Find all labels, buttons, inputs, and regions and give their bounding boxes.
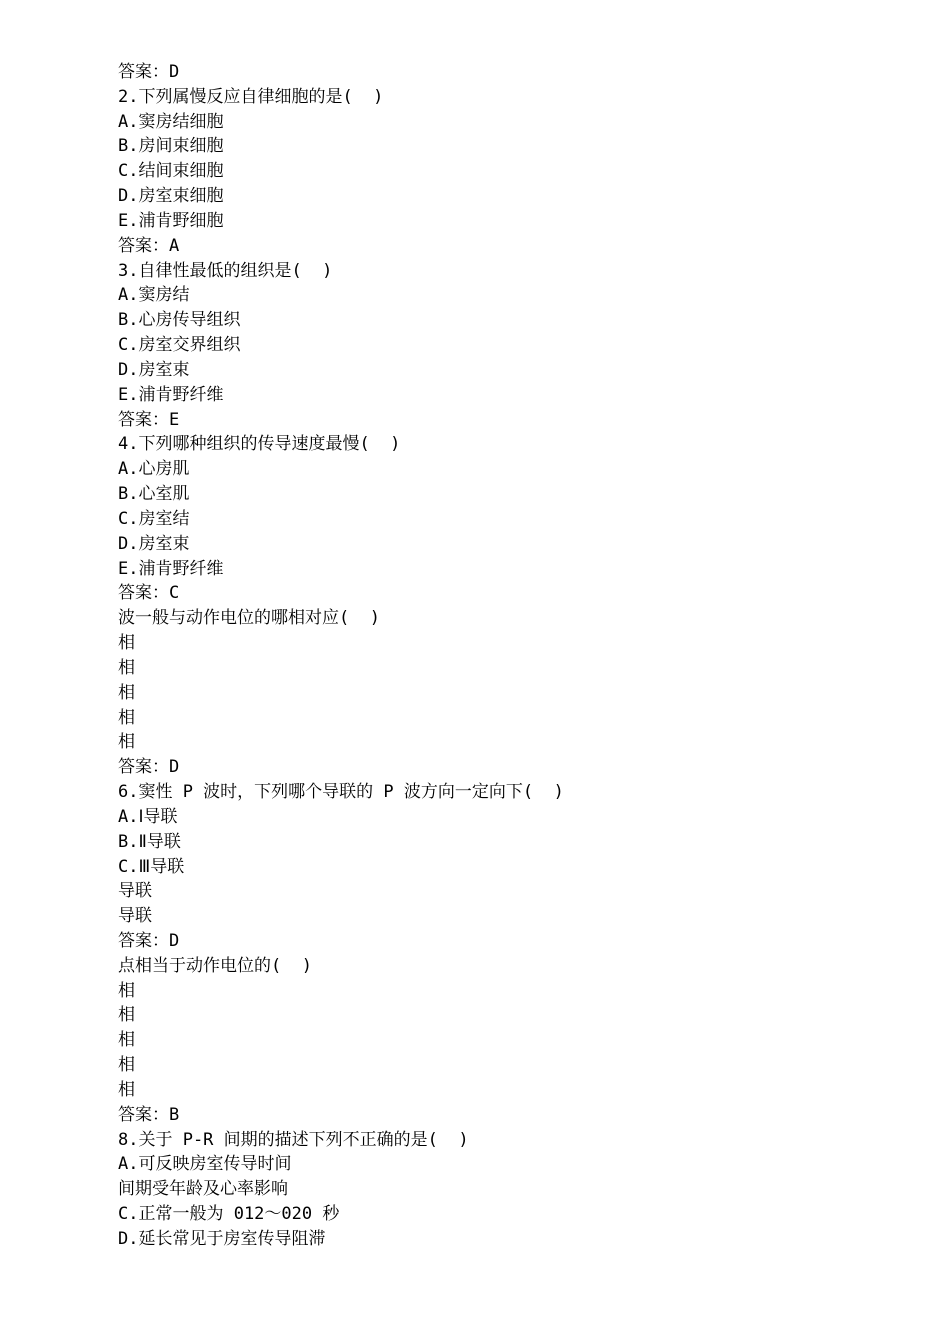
text-line: 相 — [118, 1055, 135, 1076]
text-line: D.房室束 — [118, 359, 190, 380]
text-line: C.房室交界组织 — [118, 335, 241, 356]
text-line: 答案：D — [118, 930, 180, 951]
text-line: B.房间束细胞 — [118, 136, 224, 157]
text-line: 相 — [118, 682, 135, 703]
text-line: 相 — [118, 633, 135, 654]
text-line: E.浦肯野细胞 — [118, 210, 224, 231]
text-line: 答案：B — [118, 1104, 180, 1125]
text-line: C.房室结 — [118, 508, 190, 529]
text-line: 相 — [118, 657, 135, 678]
text-line: B.心房传导组织 — [118, 310, 241, 331]
text-line: A.窦房结细胞 — [118, 111, 224, 132]
text-line: B.Ⅱ导联 — [118, 831, 181, 852]
text-line: C.结间束细胞 — [118, 161, 224, 182]
text-line: 4.下列哪种组织的传导速度最慢( ) — [118, 434, 401, 455]
text-line: E.浦肯野纤维 — [118, 558, 224, 579]
text-line: 相 — [118, 1005, 135, 1026]
text-line: D.房室束细胞 — [118, 186, 224, 207]
text-line: 相 — [118, 1030, 135, 1051]
text-line: 导联 — [118, 906, 152, 927]
text-line: 6.窦性 P 波时，下列哪个导联的 P 波方向一定向下( ) — [118, 782, 564, 803]
document-text — [118, 60, 898, 1252]
text-line: 点相当于动作电位的( ) — [118, 955, 312, 976]
text-line: A.可反映房室传导时间 — [118, 1154, 292, 1175]
text-line: 答案：D — [118, 757, 180, 778]
text-line: 答案：D — [118, 62, 180, 82]
text-line: D.房室束 — [118, 533, 190, 554]
text-line: E.浦肯野纤维 — [118, 384, 224, 405]
text-line: 答案：E — [118, 409, 180, 430]
text-line: A.Ⅰ导联 — [118, 806, 178, 827]
text-line: 相 — [118, 1079, 135, 1100]
text-line: 3.自律性最低的组织是( ) — [118, 260, 333, 281]
text-line: D.延长常见于房室传导阻滞 — [118, 1228, 326, 1249]
text-line: 2.下列属慢反应自律细胞的是( ) — [118, 86, 384, 107]
text-line: 8.关于 P-R 间期的描述下列不正确的是( ) — [118, 1129, 469, 1150]
text-line: 答案：C — [118, 583, 180, 604]
text-line: 导联 — [118, 881, 152, 902]
text-line: C.Ⅲ导联 — [118, 856, 185, 877]
text-line: A.心房肌 — [118, 459, 190, 480]
text-line: 相 — [118, 732, 135, 753]
text-line: 间期受年龄及心率影响 — [118, 1179, 288, 1200]
text-line: 相 — [118, 707, 135, 728]
text-line: 相 — [118, 980, 135, 1001]
text-line: 答案：A — [118, 235, 180, 256]
text-line: 波一般与动作电位的哪相对应( ) — [118, 608, 380, 629]
text-line: B.心室肌 — [118, 484, 190, 505]
text-line: A.窦房结 — [118, 285, 190, 306]
text-line: C.正常一般为 012～020 秒 — [118, 1204, 340, 1225]
